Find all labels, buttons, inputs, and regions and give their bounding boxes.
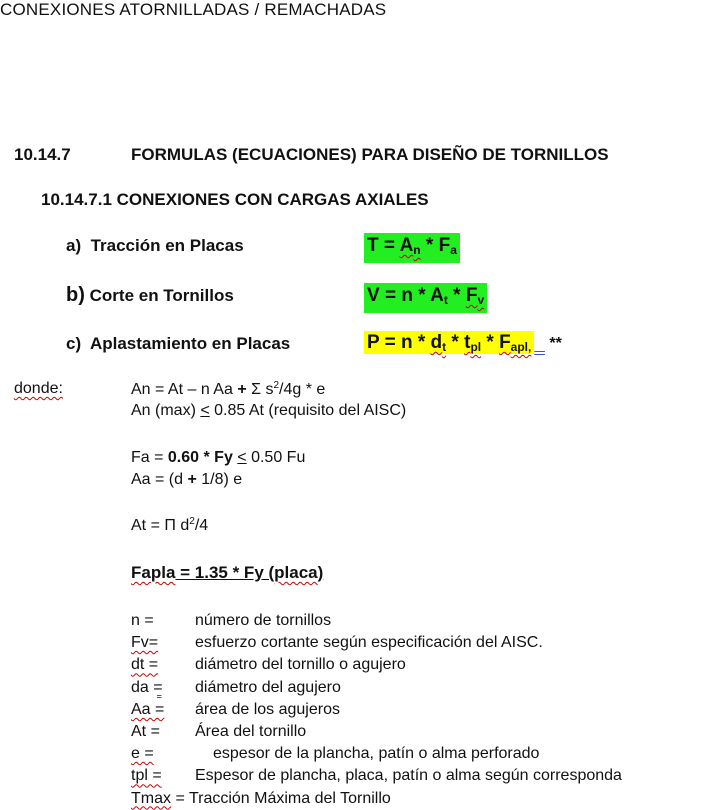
text-part: Fa = [131,449,168,466]
text-part: 0.85 At (requisito del AISC) [209,402,407,419]
text-part: + [187,471,197,488]
item-c-letter: c) [66,334,82,353]
legend-key: At = [131,723,160,741]
formula-fapla [131,563,323,583]
legend-desc: diámetro del tornillo o agujero [195,656,406,674]
text-part: ) [317,563,324,582]
item-b-text: Corte en Tornillos [89,286,234,305]
formula-subscript: n [413,243,421,257]
legend-key: tpl = [131,767,162,785]
legend-key: n = [131,612,154,629]
legend-row [131,654,622,676]
text-part: At = Π d [131,517,190,534]
formula-part: T = [367,235,400,256]
legend-row [131,632,622,654]
formula-part: t [464,332,471,353]
item-a-label [66,236,244,256]
legend-desc: Espesor de plancha, placa, patín o alma según corresponda [195,767,622,785]
legend-key: Aa = [131,700,165,718]
legend-row [131,765,622,787]
section-title: FORMULAS (ECUACIONES) PARA DISEÑO DE TORNILLOS [131,145,609,164]
footnote-marker: ** [549,335,562,352]
text-part: Σ s [246,381,274,398]
legend-key: dt = [131,656,159,674]
formula-aa [131,471,242,489]
formula-at [131,516,208,535]
section-number: 10.14.7 [14,145,71,164]
legend-key: Tmax [131,789,171,807]
legend-row [131,677,622,699]
legend-desc: diámetro del agujero [195,678,341,696]
text-part: 1/8) e [196,471,243,488]
legend-desc: Área del tornillo [195,723,307,741]
text-part: /4 [194,517,209,534]
formula-subscript: v [477,293,485,307]
legend-desc: esfuerzo cortante según especificación del AISC. [195,634,543,652]
text-part: 0.50 Fu [246,449,306,466]
text-part: + [237,381,247,398]
formula-traccion [364,233,460,263]
text-part: = 1.35 * Fy ( [175,563,275,582]
formula-part: A [399,235,414,256]
legend-desc: espesor de la plancha, patín o alma perforado [213,745,540,763]
formula-part: * [447,285,466,306]
text-part: < [200,402,210,419]
item-a-text: Tracción en Placas [90,236,244,255]
formula-subscript: pl [470,340,482,354]
formula-part: * [481,332,500,353]
formula-part: V = n * A [367,285,444,306]
formula-part: * [446,332,465,353]
legend-desc: número de tornillos [195,612,332,629]
legend-key: da = [131,678,163,696]
formula-subscript: apl, [510,340,532,354]
legend-desc: área de los agujeros [195,700,340,718]
formula-part: P = n * [367,332,431,353]
formula-aplastamiento-row [364,331,562,359]
legend-key: e = [131,745,154,763]
legend-row [131,699,622,721]
formula-subscript: t [443,293,448,307]
text-part: Fapla [131,563,176,582]
formula-an [131,380,325,399]
formula-aplastamiento [364,331,534,354]
item-c-label [66,334,290,354]
document-header: CONEXIONES ATORNILLADAS / REMACHADAS [0,0,387,19]
item-c-text: Aplastamiento en Placas [89,334,291,353]
text-part: placa [274,563,318,582]
formula-part: F [499,332,511,353]
legend-key: Fv= [131,634,159,652]
superscript: 2 [189,516,195,527]
formula-part: d [430,332,443,353]
legend-row [131,743,622,765]
formula-corte [364,283,487,313]
donde-label: donde: [14,380,63,397]
item-a-letter: a) [66,236,82,255]
formula-spacer [534,332,545,353]
text-part: < [237,449,247,466]
text-part: 0.60 * Fy [167,449,233,466]
formula-subscript: t [442,340,447,354]
superscript: 2 [273,380,279,391]
legend-row [131,721,622,743]
variable-legend [131,610,622,810]
formula-part: * F [420,235,451,256]
text-part: An (max) [131,402,201,419]
text-part: Aa = (d [131,471,188,488]
formula-part: F [465,285,478,306]
item-b-letter: b) [66,284,85,306]
legend-desc: = Tracción Máxima del Tornillo [171,789,391,807]
formula-fa [131,449,305,467]
item-b-label [66,284,234,307]
legend-row [131,610,622,632]
text-part: An = At – n Aa [131,381,238,398]
formula-an-max [131,402,406,420]
subsection-title: 10.14.7.1 CONEXIONES CON CARGAS AXIALES [41,190,429,209]
text-part: /4g * e [279,381,326,398]
legend-row [131,788,622,810]
formula-subscript: a [450,243,457,257]
